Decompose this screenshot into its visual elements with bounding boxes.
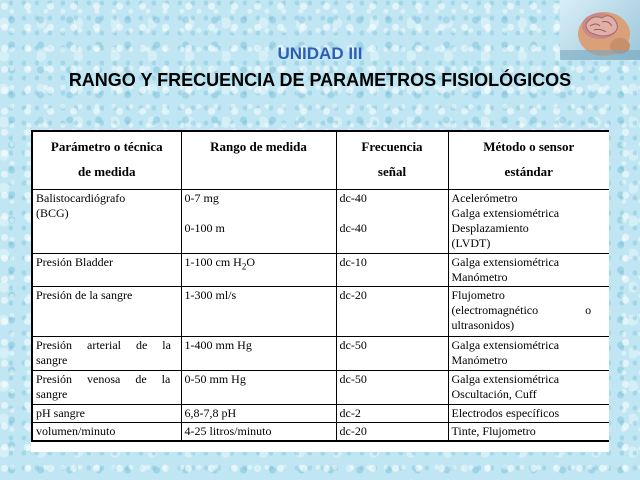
cell-frequency [336, 254, 448, 287]
table-row [32, 287, 609, 337]
cell-line: Galga extensiométrica [451, 338, 560, 352]
cell-line: dc-50 [339, 338, 367, 352]
cell-parameter [32, 287, 181, 337]
cell-parameter [32, 423, 181, 442]
cell-parameter [32, 337, 181, 371]
header-frequency-line-1: Frecuencia [361, 139, 423, 154]
header-method-line-2: estándar [504, 164, 553, 179]
cell-line: Electrodos específicos [451, 406, 560, 420]
cell-line: 0-100 m [184, 221, 225, 235]
cell-line: Manómetro [451, 270, 508, 284]
cell-line: dc-20 [339, 288, 367, 302]
cell-line: Manómetro [451, 353, 508, 367]
cell-method [448, 405, 609, 423]
cell-line: Galga extensiométrica [451, 372, 560, 386]
cell-parameter [32, 254, 181, 287]
cell-line: 0-7 mg [184, 191, 219, 205]
header-method-line-1: Método o sensor [483, 139, 575, 154]
cell-line: 1-400 mm Hg [184, 338, 252, 352]
header-parameter [32, 131, 181, 190]
header-range-line-1: Rango de medida [210, 139, 307, 154]
cell-line: ultrasonidos) [451, 318, 515, 332]
cell-line: 0-50 mm Hg [184, 372, 246, 386]
cell-line: dc-50 [339, 372, 367, 386]
header-range [181, 131, 336, 190]
cell-parameter [32, 190, 181, 254]
cell-range [181, 254, 336, 287]
header-method [448, 131, 609, 190]
cell-line: Acelerómetro [451, 191, 518, 205]
cell-method [448, 190, 609, 254]
cell-line: (BCG) [36, 206, 69, 220]
cell-line: Desplazamiento [451, 221, 529, 235]
parameters-table [31, 130, 609, 442]
cell-frequency [336, 423, 448, 442]
cell-line [185, 255, 333, 274]
page-title: RANGO Y FRECUENCIA DE PARAMETROS FISIOLÓGICOS [68, 70, 572, 90]
cell-frequency [336, 371, 448, 405]
header-parameter-line-1: Parámetro o técnica [50, 139, 163, 154]
range-subscript: 2 [241, 261, 247, 272]
cell-line: Galga extensiométrica [451, 206, 560, 220]
cell-range [181, 287, 336, 337]
cell-line: Tinte, Flujometro [451, 424, 536, 438]
cell-line: pH sangre [36, 406, 85, 420]
cell-line: Balistocardiógrafo [36, 191, 126, 205]
cell-line: 4-25 litros/minuto [184, 424, 272, 438]
table-row [32, 190, 609, 254]
cell-range [181, 371, 336, 405]
cell-method [448, 254, 609, 287]
cell-method [448, 337, 609, 371]
cell-line: Oscultación, Cuff [451, 387, 537, 401]
table-header-row [32, 131, 609, 190]
cell-range [181, 405, 336, 423]
header-frequency [336, 131, 448, 190]
cell-line: sangre [36, 353, 68, 367]
cell-frequency [336, 337, 448, 371]
cell-line: Galga extensiométrica [451, 255, 560, 269]
cell-method [448, 423, 609, 442]
cell-range [181, 337, 336, 371]
cell-line: Flujometro [451, 288, 505, 302]
table-row [32, 405, 609, 423]
cell-frequency [336, 405, 448, 423]
table-row [32, 423, 609, 442]
cell-line: dc-10 [339, 255, 367, 269]
range-text: 1-100 cm H [184, 255, 242, 269]
cell-range [181, 190, 336, 254]
cell-parameter [32, 405, 181, 423]
range-text-tail: O [246, 255, 255, 269]
cell-method [448, 371, 609, 405]
cell-line: volumen/minuto [36, 424, 116, 438]
cell-line: dc-20 [339, 424, 367, 438]
cell-parameter [32, 371, 181, 405]
cell-line: (electromagnético o [451, 303, 592, 317]
cell-line: Presión venosa de la [36, 372, 171, 386]
cell-frequency [336, 190, 448, 254]
header-frequency-line-2: señal [377, 164, 407, 179]
cell-line: 6,8-7,8 pH [184, 406, 237, 420]
cell-line: 1-300 ml/s [184, 288, 237, 302]
cell-line: Presión arterial de la [36, 338, 171, 352]
cell-line: dc-2 [339, 406, 361, 420]
header-parameter-line-2: de medida [78, 164, 136, 179]
cell-line: dc-40 [339, 221, 367, 235]
cell-line: dc-40 [339, 191, 367, 205]
cell-method [448, 287, 609, 337]
cell-line: Presión de la sangre [36, 288, 133, 302]
cell-line: Presión Bladder [36, 255, 113, 269]
parameters-table-panel [31, 130, 609, 452]
cell-line: sangre [36, 387, 68, 401]
table-row [32, 371, 609, 405]
unit-title: UNIDAD III [277, 44, 363, 63]
cell-line: (LVDT) [451, 236, 491, 250]
table-row [32, 254, 609, 287]
cell-frequency [336, 287, 448, 337]
table-row [32, 337, 609, 371]
cell-range [181, 423, 336, 442]
